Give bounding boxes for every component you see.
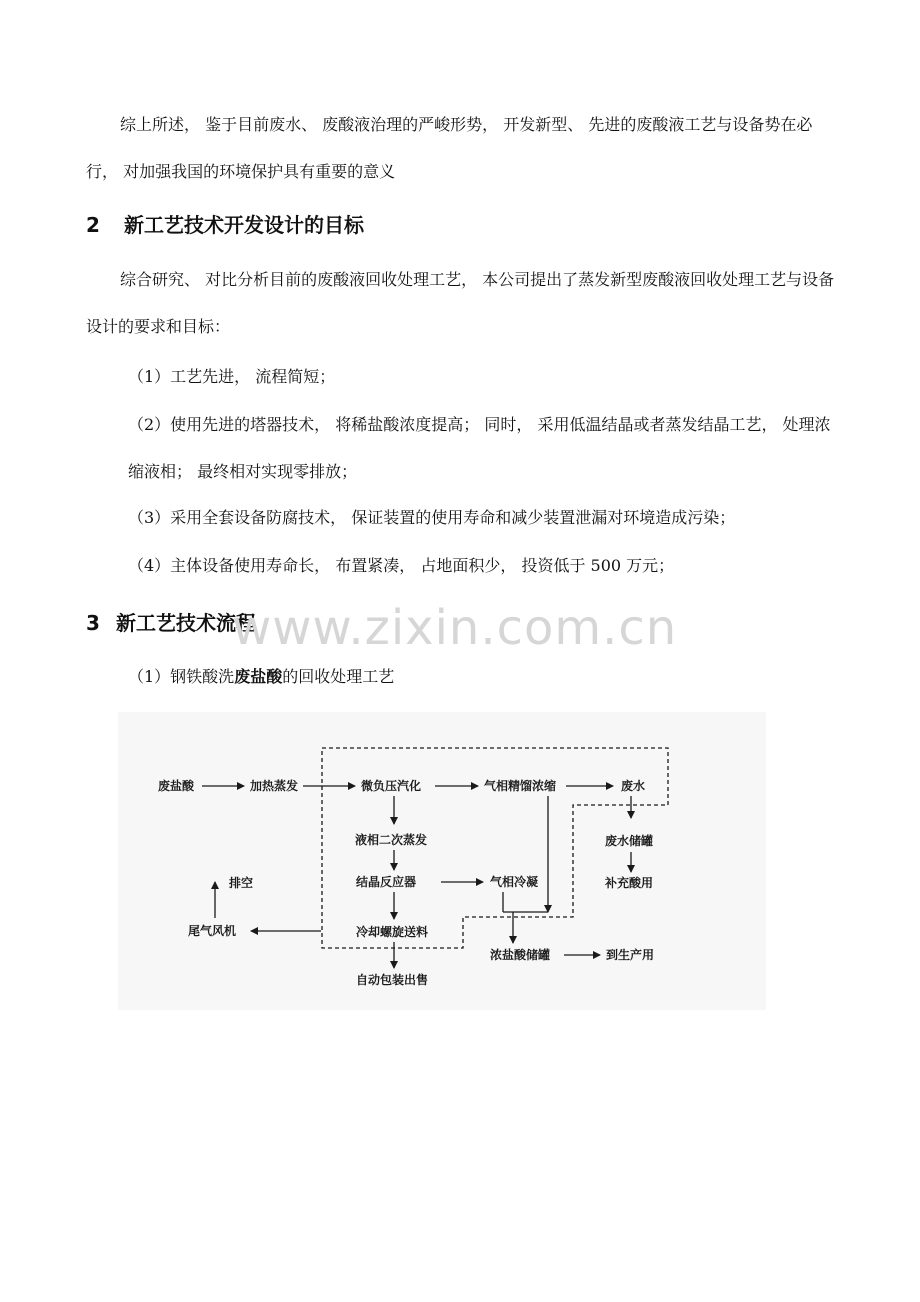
node-waste-water: 废水: [621, 779, 646, 793]
node-micro-negative-pressure: 微负压汽化: [361, 779, 422, 793]
diagram-background: [118, 712, 766, 1010]
goal-item: [128, 401, 836, 495]
node-crystallization-reactor: 结晶反应器: [356, 875, 417, 889]
section-3-title: 新工艺技术流程: [116, 611, 256, 635]
node-makeup-acid: 补充酸用: [605, 876, 654, 890]
subsection-1-heading: [128, 653, 836, 700]
goal-item: （1）工艺先进， 流程简短；: [128, 367, 336, 386]
node-auto-packaging: 自动包装出售: [356, 973, 429, 987]
node-screw-conveyor: 冷却螺旋送料: [356, 925, 429, 939]
watermark: www.zixin.com.cn: [232, 600, 678, 656]
subsection-1-prefix: （1）钢铁酸洗: [128, 667, 235, 686]
section-2-number: 2: [86, 213, 100, 237]
process-flow-diagram: [118, 712, 766, 1010]
node-vent: 排空: [229, 876, 254, 890]
subsection-1-suffix: 的回收处理工艺: [282, 667, 395, 686]
section-2-heading: [86, 209, 364, 238]
node-gas-rectification: 气相精馏浓缩: [484, 779, 557, 793]
section-3-number: 3: [86, 611, 100, 635]
goal-item: （3）采用全套设备防腐技术， 保证装置的使用寿命和减少装置泄漏对环境造成污染；: [128, 508, 736, 527]
node-tail-gas-fan: 尾气风机: [188, 924, 237, 938]
node-waste-acid: 废盐酸: [158, 779, 195, 793]
section-2-title: 新工艺技术开发设计的目标: [124, 213, 364, 237]
node-liquid-secondary-evaporation: 液相二次蒸发: [355, 833, 428, 847]
goal-item-text: （2）使用先进的塔器技术， 将稀盐酸浓度提高； 同时， 采用低温结晶或者蒸发结晶工艺， 处理浓缩液相； 最终相对实现零排放；: [128, 415, 831, 481]
goals-intro-paragraph: 综合研究、 对比分析目前的废酸液回收处理工艺， 本公司提出了蒸发新型废酸液回收处理工艺与设备设计的要求和目标：: [86, 270, 835, 336]
node-gas-condensation: 气相冷凝: [490, 875, 539, 889]
node-heating-evaporation: 加热蒸发: [250, 779, 299, 793]
intro-paragraph: 综上所述， 鉴于目前废水、 废酸液治理的严峻形势， 开发新型、 先进的废酸液工艺与设备势在必行， 对加强我国的环境保护具有重要的意义: [86, 115, 813, 181]
subsection-1-bold: 废盐酸: [234, 667, 283, 686]
goal-item: （4）主体设备使用寿命长， 布置紧凑， 占地面积少， 投资低于 500 万元；: [128, 556, 675, 575]
node-wastewater-tank: 废水储罐: [605, 834, 654, 848]
node-to-production: 到生产用: [606, 948, 655, 962]
section-3-heading: [86, 607, 256, 636]
node-concentrated-acid-tank: 浓盐酸储罐: [490, 948, 551, 962]
